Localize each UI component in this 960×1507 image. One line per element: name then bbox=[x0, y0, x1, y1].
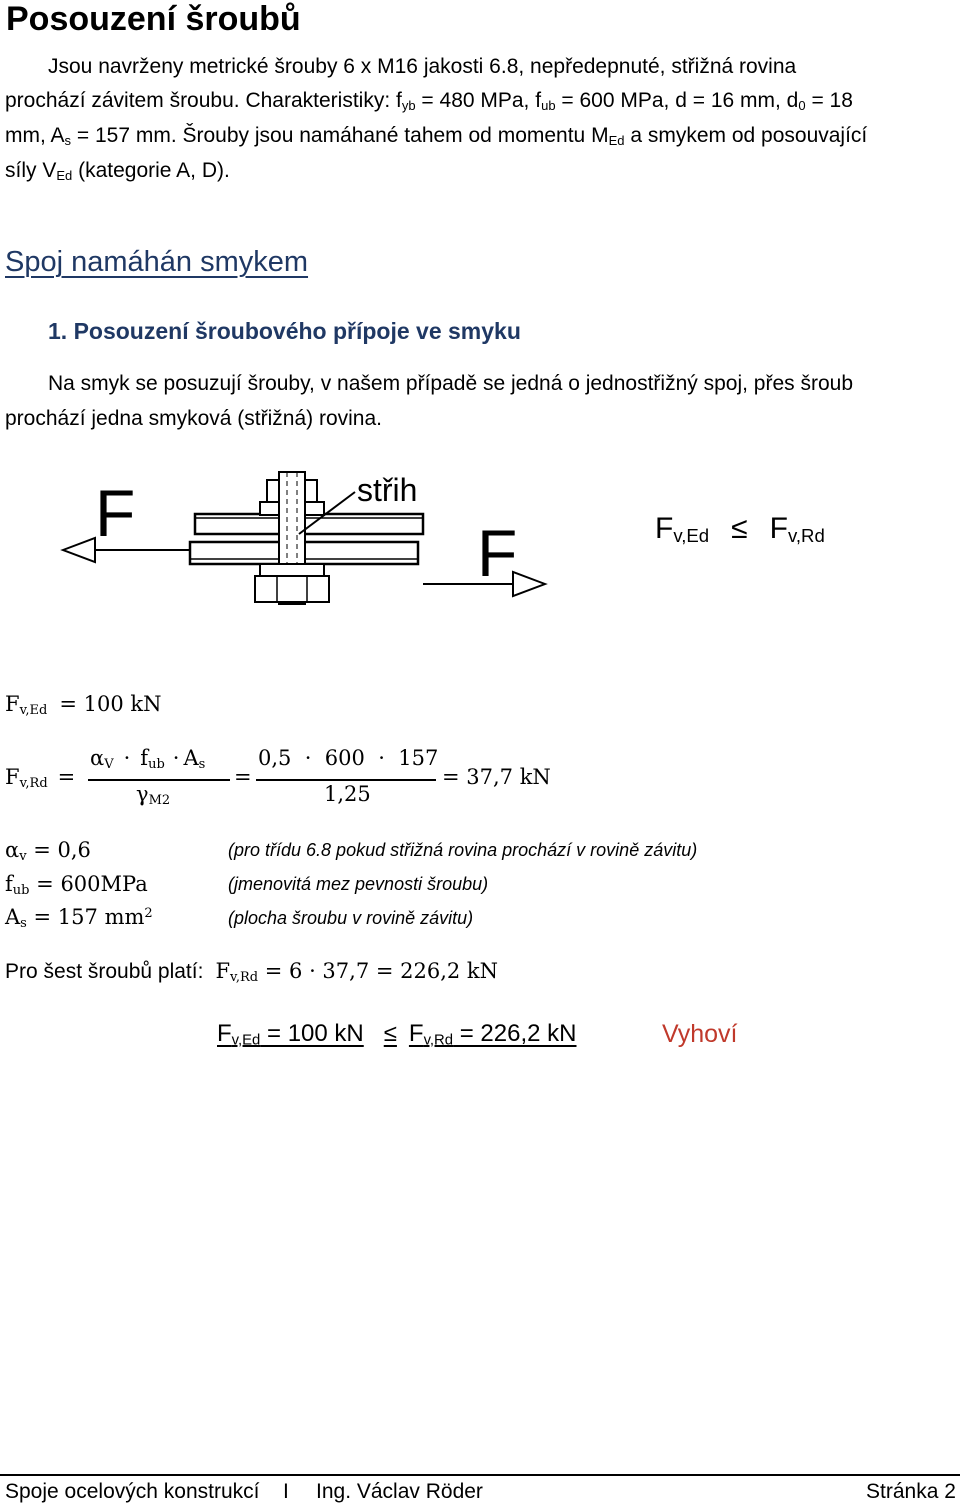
footer-author: Ing. Václav Röder bbox=[316, 1480, 483, 1503]
force-left-label: F bbox=[95, 476, 136, 550]
intro-line-4: síly $V_{Ed}$ (kategorie A, D). bbox=[5, 159, 230, 183]
final-check: $F_{v,Ed} = 100$ kN ≤ $F_{v,Rd} = 226,2$ kN bbox=[217, 1020, 577, 1049]
six-bolts-line: Pro šest šroubů platí: $F_{v,Rd} = 6 \cdot 37,7 = 226,2$ kN bbox=[5, 959, 499, 985]
desc-line-2: prochází jedna smyková (střižná) rovina. bbox=[5, 407, 382, 430]
param-as-note: (plocha šroubu v rovině závitu) bbox=[228, 908, 474, 928]
numeric-denominator: 1,25 bbox=[324, 782, 371, 806]
intro-line-1: Jsou navrženy metrické šrouby 6 x M16 jakosti 6.8, nepředepnuté, střižná rovina bbox=[48, 55, 797, 78]
footer-page-number: Stránka 2 bbox=[866, 1480, 956, 1503]
design-condition: $F_{v,Ed} \le F_{v,Rd}$ bbox=[655, 512, 825, 547]
desc-line-1: Na smyk se posuzují šrouby, v našem případě se jedná o jednostřižný spoj, přes šroub bbox=[48, 372, 854, 395]
shear-force-value: $F_{v,Ed} = 100$ kN bbox=[5, 692, 162, 718]
formula-numerator: $\alpha_V \cdot f_{ub} \cdot A_s$ bbox=[90, 746, 206, 772]
equals-sign: = bbox=[234, 765, 252, 789]
param-fub-note: (jmenovitá mez pevnosti šroubu) bbox=[228, 874, 489, 894]
formula-denominator: $\gamma_{M2}$ bbox=[136, 782, 171, 808]
resistance-lhs: $F_{v,Rd}$ = bbox=[5, 765, 76, 791]
verdict-label: Vyhoví bbox=[662, 1020, 738, 1048]
resistance-result: = 37,7 kN bbox=[442, 765, 551, 789]
param-fub: $f_{ub} = 600MPa$ bbox=[5, 872, 148, 898]
param-as: $A_s = 157$ $mm^2$ bbox=[5, 905, 153, 931]
fraction-bar-2 bbox=[256, 779, 436, 781]
bolt-shear-figure bbox=[55, 462, 555, 657]
footer-divider bbox=[0, 1474, 960, 1476]
numeric-numerator: 0,5 · 600 · 157 bbox=[258, 746, 439, 770]
footer-course: Spoje ocelových konstrukcí bbox=[5, 1480, 260, 1503]
fraction-bar-1 bbox=[88, 779, 230, 781]
washer-bottom bbox=[260, 564, 324, 576]
top-plate bbox=[195, 514, 423, 534]
param-alpha-note: (pro třídu 6.8 pokud střižná rovina prochází v rovině závitu) bbox=[228, 840, 698, 860]
section-title: Spoj namáhán smykem bbox=[5, 246, 309, 278]
cut-label: střih bbox=[357, 472, 418, 508]
intro-line-2: prochází závitem šroubu. Charakteristiky: $f_{yb} = 480$ MPa, $f_{ub} = 600$ MPa, d = 16 mm, $d_0 = 18$ bbox=[5, 89, 853, 113]
bolt-head bbox=[255, 576, 329, 602]
footer-separator: I bbox=[283, 1480, 289, 1503]
force-right-label: F bbox=[477, 516, 518, 590]
subsection-heading: 1. Posouzení šroubového přípoje ve smyku bbox=[48, 318, 521, 344]
intro-line-3: mm, $A_s = 157$ mm. Šrouby jsou namáhané tahem od momentu $M_{Ed}$ a smykem od posouvající bbox=[5, 124, 868, 148]
param-alpha: $\alpha_v = 0,6$ bbox=[5, 838, 91, 864]
page-title: Posouzení šroubů bbox=[6, 0, 301, 38]
